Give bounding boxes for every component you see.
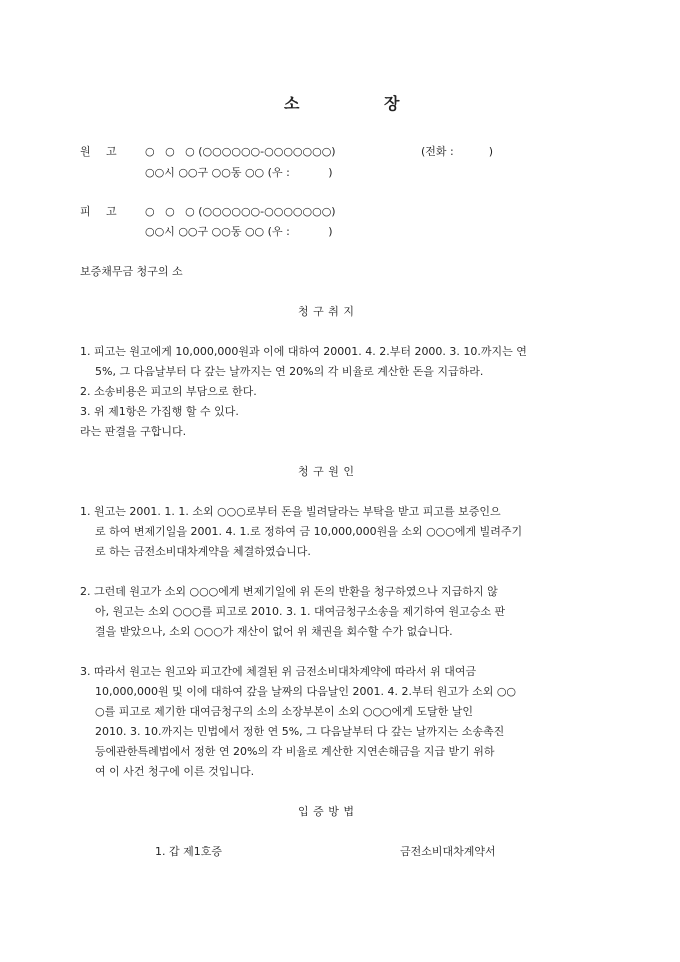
plaintiff-address: ○○시 ○○구 ○○동 ○○ (우 : ) (145, 166, 333, 179)
claim-cause-p1-line2: 로 하여 변제기일을 2001. 4. 1.로 정하여 금 10,000,000원을 소외 ○○○에게 빌려주기 (95, 525, 523, 538)
claim-cause-p2-line3: 결을 받았으나, 소외 ○○○가 재산이 없어 위 채권을 회수할 수가 없습니다. (95, 625, 453, 638)
claim-cause-p1-line1: 1. 원고는 2001. 1. 1. 소외 ○○○로부터 돈을 빌려달라는 부탁을 받고 피고를 보증인으 (80, 505, 501, 518)
claim-cause-p3-line4: 2010. 3. 10.까지는 민법에서 정한 연 5%, 그 다음날부터 다 갚는 날까지는 소송촉진 (95, 725, 505, 738)
document-title-right: 장 (384, 94, 400, 113)
plaintiff-name-id: ○ ○ ○ (○○○○○○-○○○○○○○) (145, 145, 336, 158)
defendant-label-left: 피 (80, 205, 91, 218)
claim-cause-p3-line5: 등에관한특례법에서 정한 연 20%의 각 비율로 계산한 지연손해금을 지급 받기 위하 (95, 745, 495, 758)
defendant-label-right: 고 (106, 205, 117, 218)
claim-cause-p2-line2: 아, 원고는 소외 ○○○를 피고로 2010. 3. 1. 대여금청구소송을 제기하여 원고승소 판 (95, 605, 506, 618)
claim-purpose-item3: 3. 위 제1항은 가집행 할 수 있다. (80, 405, 239, 418)
claim-cause-p3-line6: 여 이 사건 청구에 이른 것입니다. (95, 765, 255, 778)
defendant-address: ○○시 ○○구 ○○동 ○○ (우 : ) (145, 225, 333, 238)
claim-purpose-closing: 라는 판결을 구합니다. (80, 425, 187, 438)
claim-cause-heading: 청 구 원 인 (298, 465, 355, 478)
claim-cause-p2-line1: 2. 그런데 원고가 소외 ○○○에게 변제기일에 위 돈의 반환을 청구하였으나 지급하지 않 (80, 585, 498, 598)
evidence-heading: 입 증 방 법 (298, 805, 355, 818)
claim-purpose-item2: 2. 소송비용은 피고의 부담으로 한다. (80, 385, 257, 398)
document-title-left: 소 (284, 94, 300, 113)
plaintiff-label-left: 원 (80, 145, 91, 158)
evidence-item1-desc: 금전소비대차계약서 (400, 845, 496, 858)
plaintiff-phone: (전화 : ) (421, 145, 494, 158)
claim-cause-p3-line2: 10,000,000원 및 이에 대하여 갚을 날짜의 다음날인 2001. 4. 2.부터 원고가 소외 ○○ (95, 685, 517, 698)
claim-cause-p1-line3: 로 하는 금전소비대차계약을 체결하였습니다. (95, 545, 311, 558)
claim-purpose-item1-line1: 1. 피고는 원고에게 10,000,000원과 이에 대하여 20001. 4. 2.부터 2000. 3. 10.까지는 연 (80, 345, 527, 358)
defendant-name-id: ○ ○ ○ (○○○○○○-○○○○○○○) (145, 205, 336, 218)
claim-cause-p3-line3: ○를 피고로 제기한 대여금청구의 소의 소장부본이 소외 ○○○에게 도달한 날인 (95, 705, 474, 718)
claim-purpose-heading: 청 구 취 지 (298, 305, 355, 318)
claim-cause-p3-line1: 3. 따라서 원고는 원고와 피고간에 체결된 위 금전소비대차계약에 따라서 위 대여금 (80, 665, 477, 678)
case-name: 보증채무금 청구의 소 (80, 265, 183, 278)
evidence-item1-label: 1. 갑 제1호증 (155, 845, 222, 858)
plaintiff-label-right: 고 (106, 145, 117, 158)
claim-purpose-item1-line2: 5%, 그 다음날부터 다 갚는 날까지는 연 20%의 각 비율로 계산한 돈을 지급하라. (95, 365, 484, 378)
